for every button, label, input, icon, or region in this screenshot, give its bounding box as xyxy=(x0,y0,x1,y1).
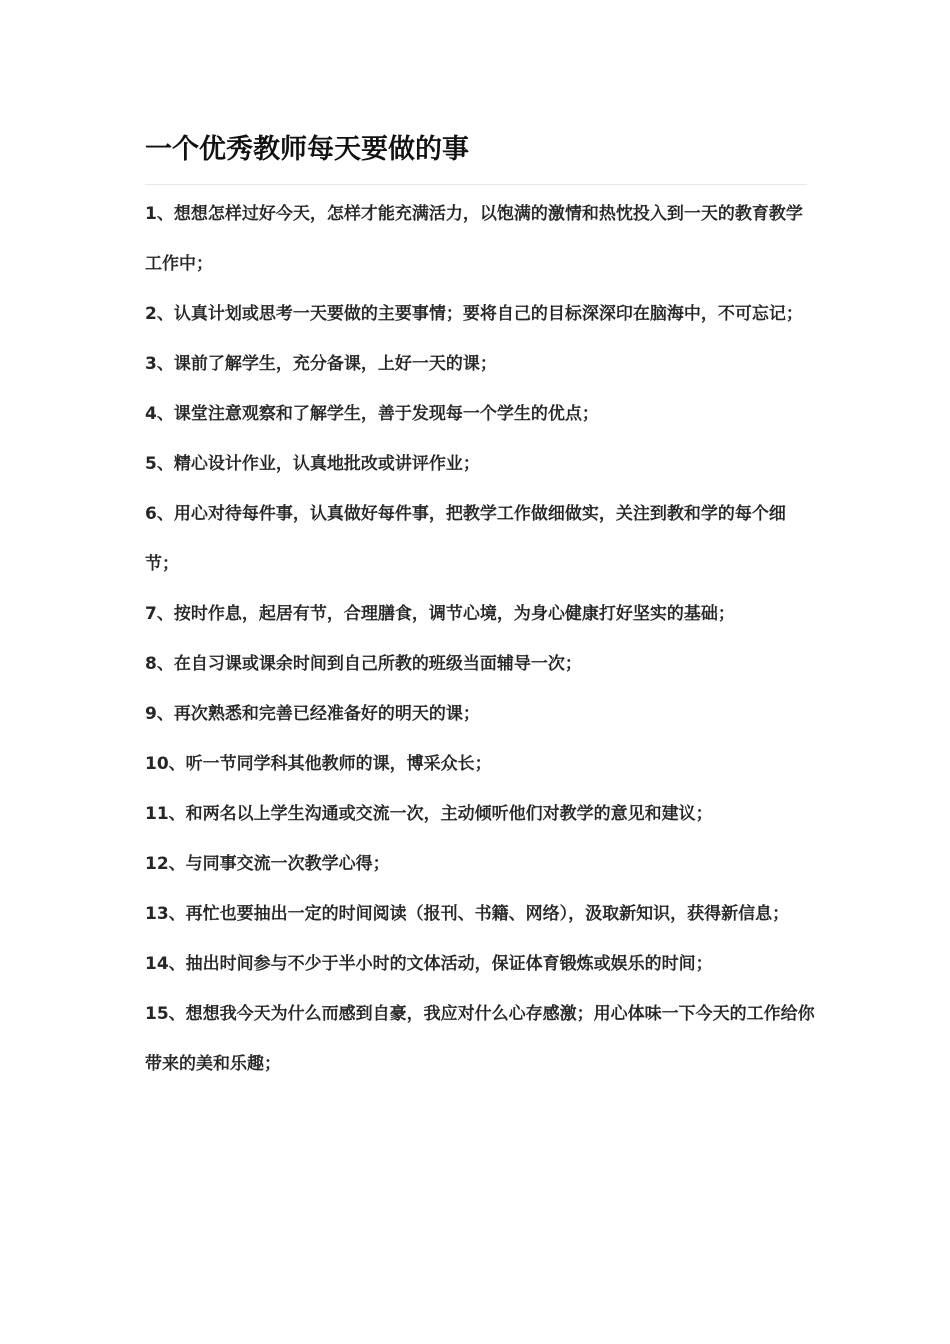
list-item: 3、课前了解学生，充分备课，上好一天的课； xyxy=(145,354,497,374)
title-divider xyxy=(145,184,807,185)
list-item: 15、想想我今天为什么而感到自豪，我应对什么心存感激；用心体味一下今天的工作给你带来的美和乐趣； xyxy=(145,1004,815,1074)
list-item: 14、抽出时间参与不少于半小时的文体活动，保证体育锻炼或娱乐的时间； xyxy=(145,954,713,974)
list-item: 13、再忙也要抽出一定的时间阅读（报刊、书籍、网络），汲取新知识，获得新信息； xyxy=(145,904,790,924)
list-item: 10、听一节同学科其他教师的课，博采众长； xyxy=(145,754,492,774)
document-page xyxy=(145,128,815,1089)
list-item: 5、精心设计作业，认真地批改或讲评作业； xyxy=(145,454,480,474)
list-item: 1、想想怎样过好今天，怎样才能充满活力，以饱满的激情和热忱投入到一天的教育教学工作中； xyxy=(145,204,803,274)
list-item: 12、与同事交流一次教学心得； xyxy=(145,854,390,874)
list-item: 6、用心对待每件事，认真做好每件事，把教学工作做细做实，关注到教和学的每个细节； xyxy=(145,504,786,574)
document-title: 一个优秀教师每天要做的事 xyxy=(145,134,469,165)
list-item: 7、按时作息，起居有节，合理膳食，调节心境，为身心健康打好坚实的基础； xyxy=(145,604,735,624)
list-item: 11、和两名以上学生沟通或交流一次，主动倾听他们对教学的意见和建议； xyxy=(145,804,713,824)
list-item: 4、课堂注意观察和了解学生，善于发现每一个学生的优点； xyxy=(145,404,599,424)
item-list xyxy=(145,189,815,1089)
list-item: 9、再次熟悉和完善已经准备好的明天的课； xyxy=(145,704,480,724)
list-item: 8、在自习课或课余时间到自己所教的班级当面辅导一次； xyxy=(145,654,582,674)
list-item: 2、认真计划或思考一天要做的主要事情；要将自己的目标深深印在脑海中，不可忘记； xyxy=(145,304,803,324)
